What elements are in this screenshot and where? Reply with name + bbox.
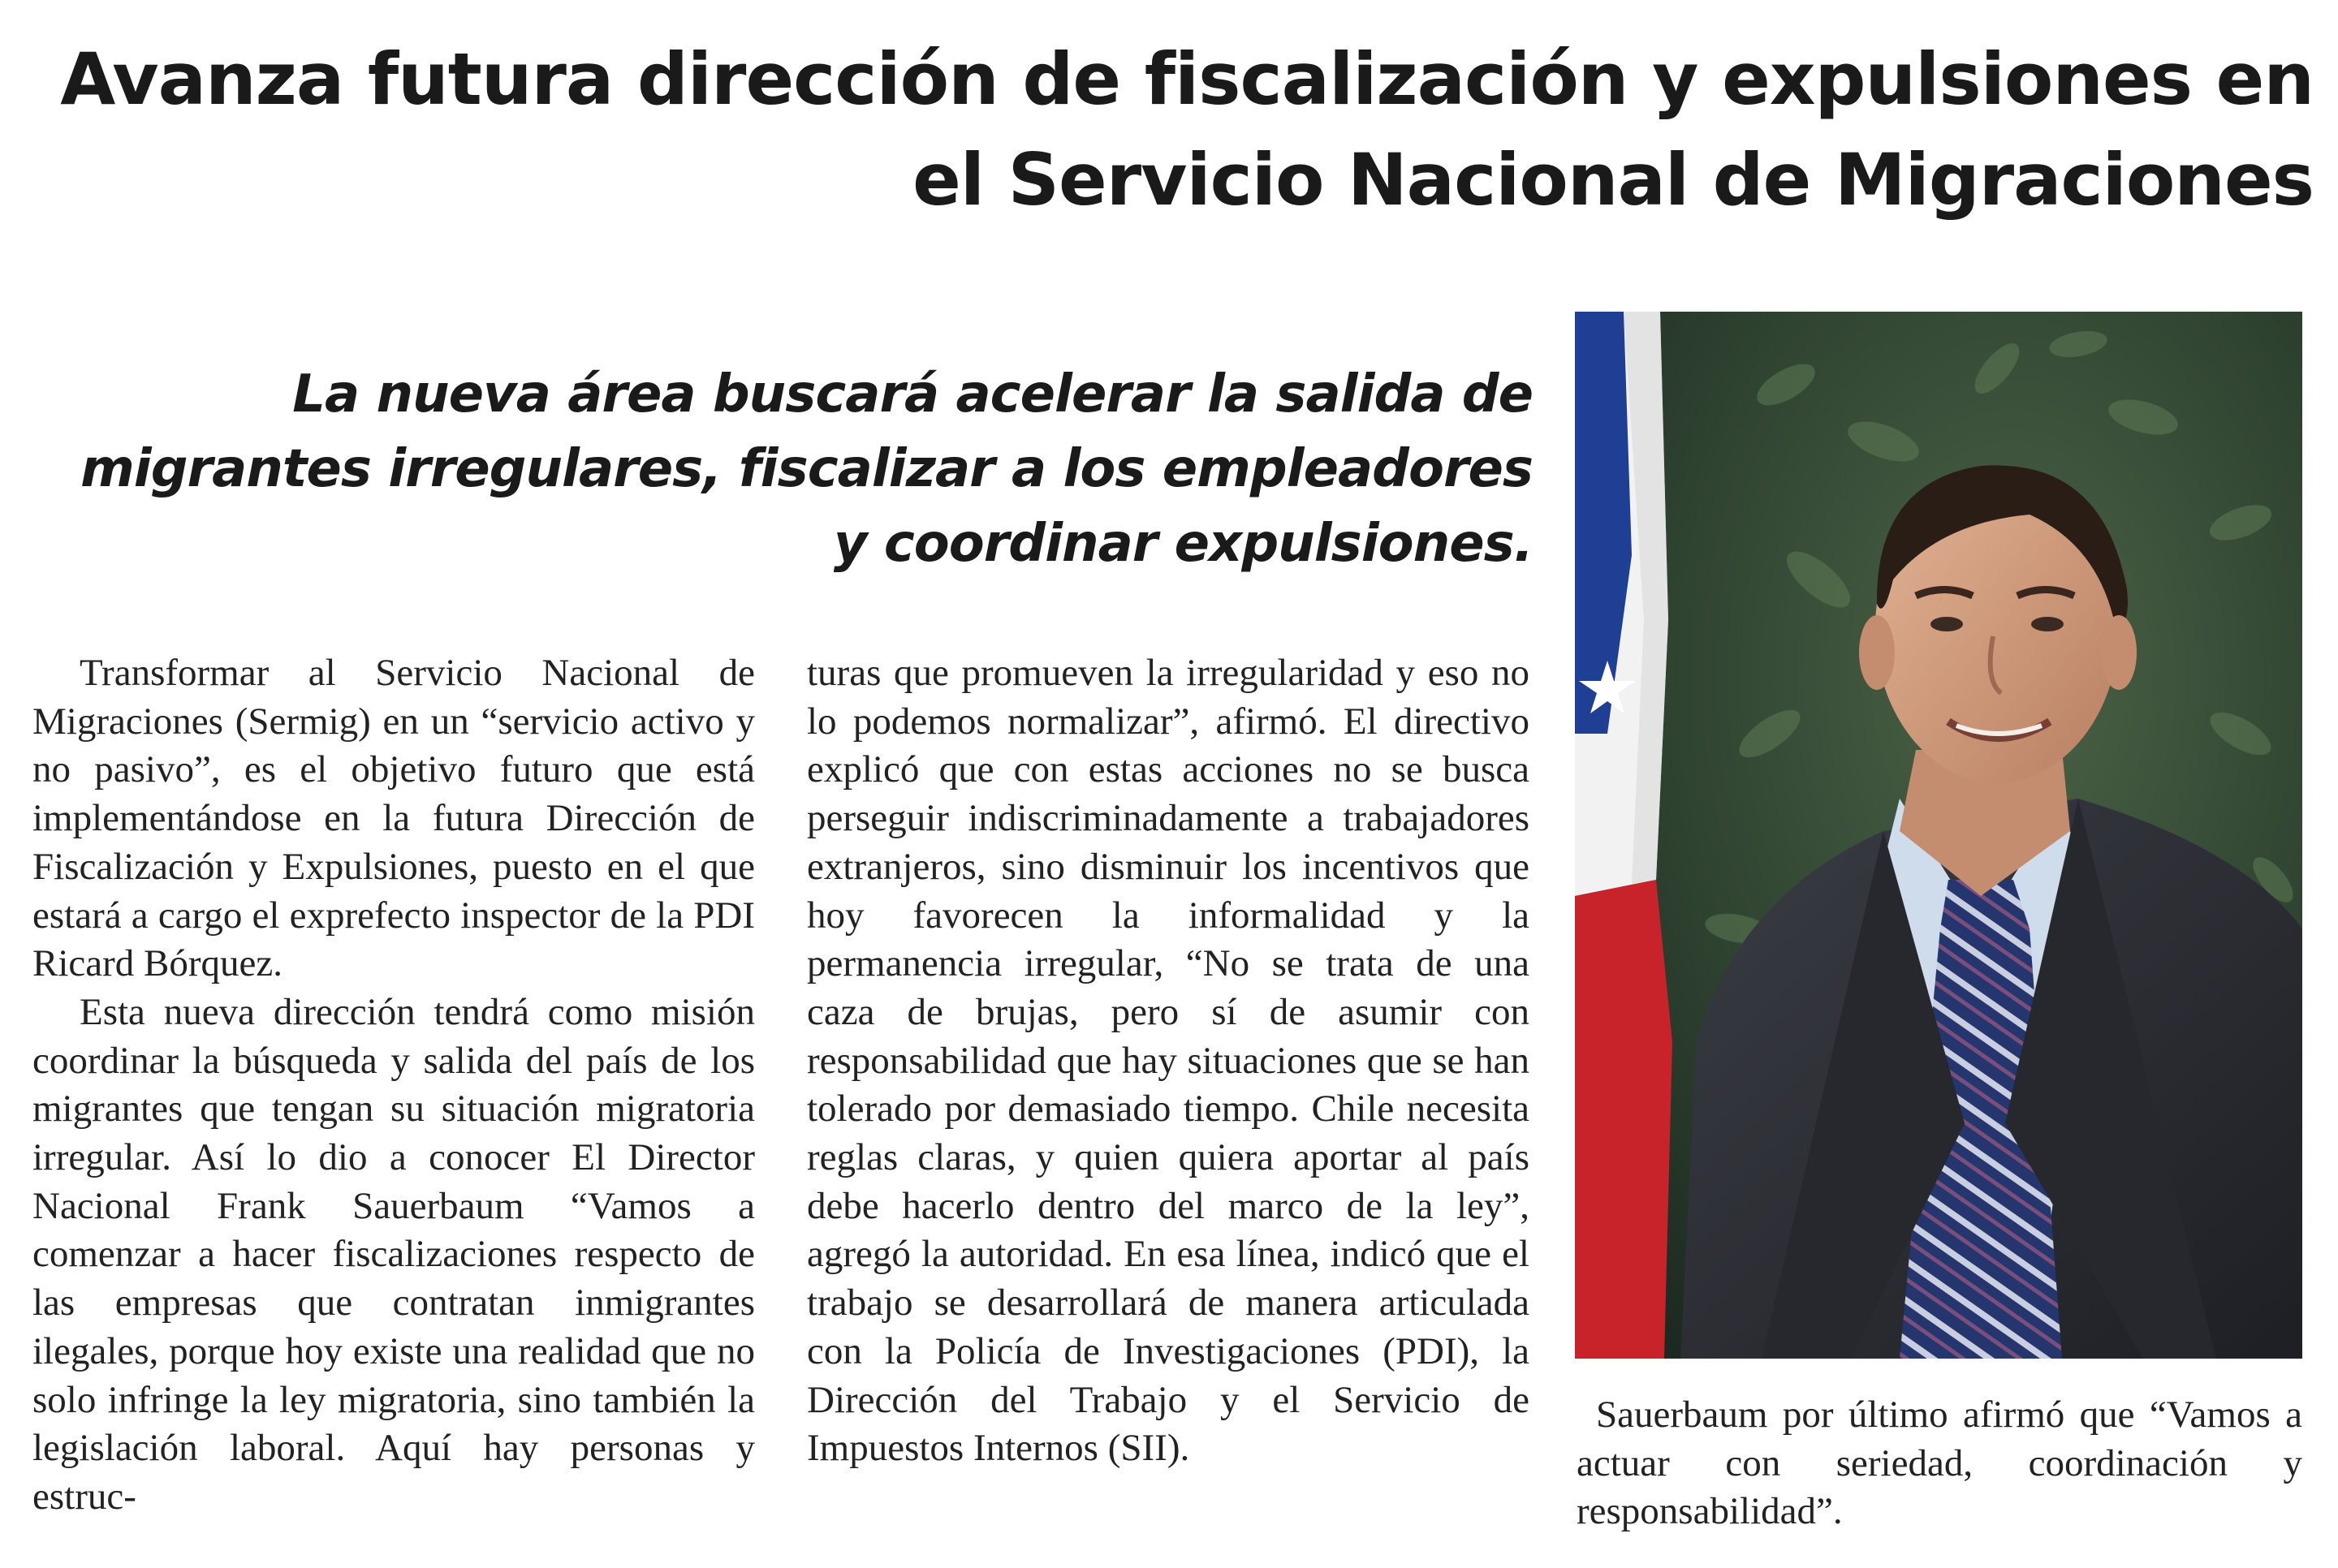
flag-illustration [1575, 312, 1672, 1359]
article-paragraph: Transformar al Servicio Nacional de Migraciones (Sermig) en un “servicio activo y no pasivo”, es el objetivo futuro que está implementándose en la futura Dirección de Fiscalización y Expulsiones, puesto en el que estará a cargo el exprefecto inspector de la PDI Ricard Bórquez. [32, 652, 755, 985]
photo-caption: Sauerbaum por último afirmó que “Vamos a actuar con seriedad, coordinación y responsabilidad”. [1577, 1394, 2302, 1533]
deck-subtitle: La nueva área buscará acelerar la salida de migrantes irregulares, fiscalizar a los empleadores y coordinar expulsiones. [80, 364, 1533, 574]
portrait-illustration [1575, 312, 2302, 1359]
portrait-photo [1575, 312, 2302, 1359]
article-column-1 [32, 649, 755, 1522]
article-paragraph: Esta nueva dirección tendrá como misión coordinar la búsqueda y salida del país de los migrantes que tengan su situación migratoria irregular. Así lo dio a conocer El Director Nacional Frank Sauerbaum “Vamos a comenzar a hacer fiscalizaciones respecto de las empresas que contratan inmigrantes ilegales, porque hoy existe una realidad que no solo infringe la ley migratoria, sino también la legislación laboral. Aquí hay personas y estruc- [32, 990, 755, 1518]
article-column-2 [807, 649, 1529, 1473]
headline: Avanza futura dirección de fiscalización y expulsiones en el Servicio Nacional de Migraciones [60, 37, 2314, 222]
article-paragraph: turas que promueven la irregularidad y eso no lo podemos normalizar”, afirmó. El directivo explicó que con estas acciones no se busca perseguir indiscriminadamente a trabajadores extranjeros, sino disminuir los incentivos que hoy favorecen la informalidad y la permanencia irregular, “No se trata de una caza de brujas, pero sí de asumir con responsabilidad que hay situaciones que se han tolerado por demasiado tiempo. Chile necesita reglas claras, y quien quiera aportar al país debe hacerlo dentro del marco de la ley”, agregó la autoridad. En esa línea, indicó que el trabajo se desarrollará de manera articulada con la Policía de Investigaciones (PDI), la Dirección del Trabajo y el Servicio de Impuestos Internos (SII). [807, 652, 1529, 1470]
